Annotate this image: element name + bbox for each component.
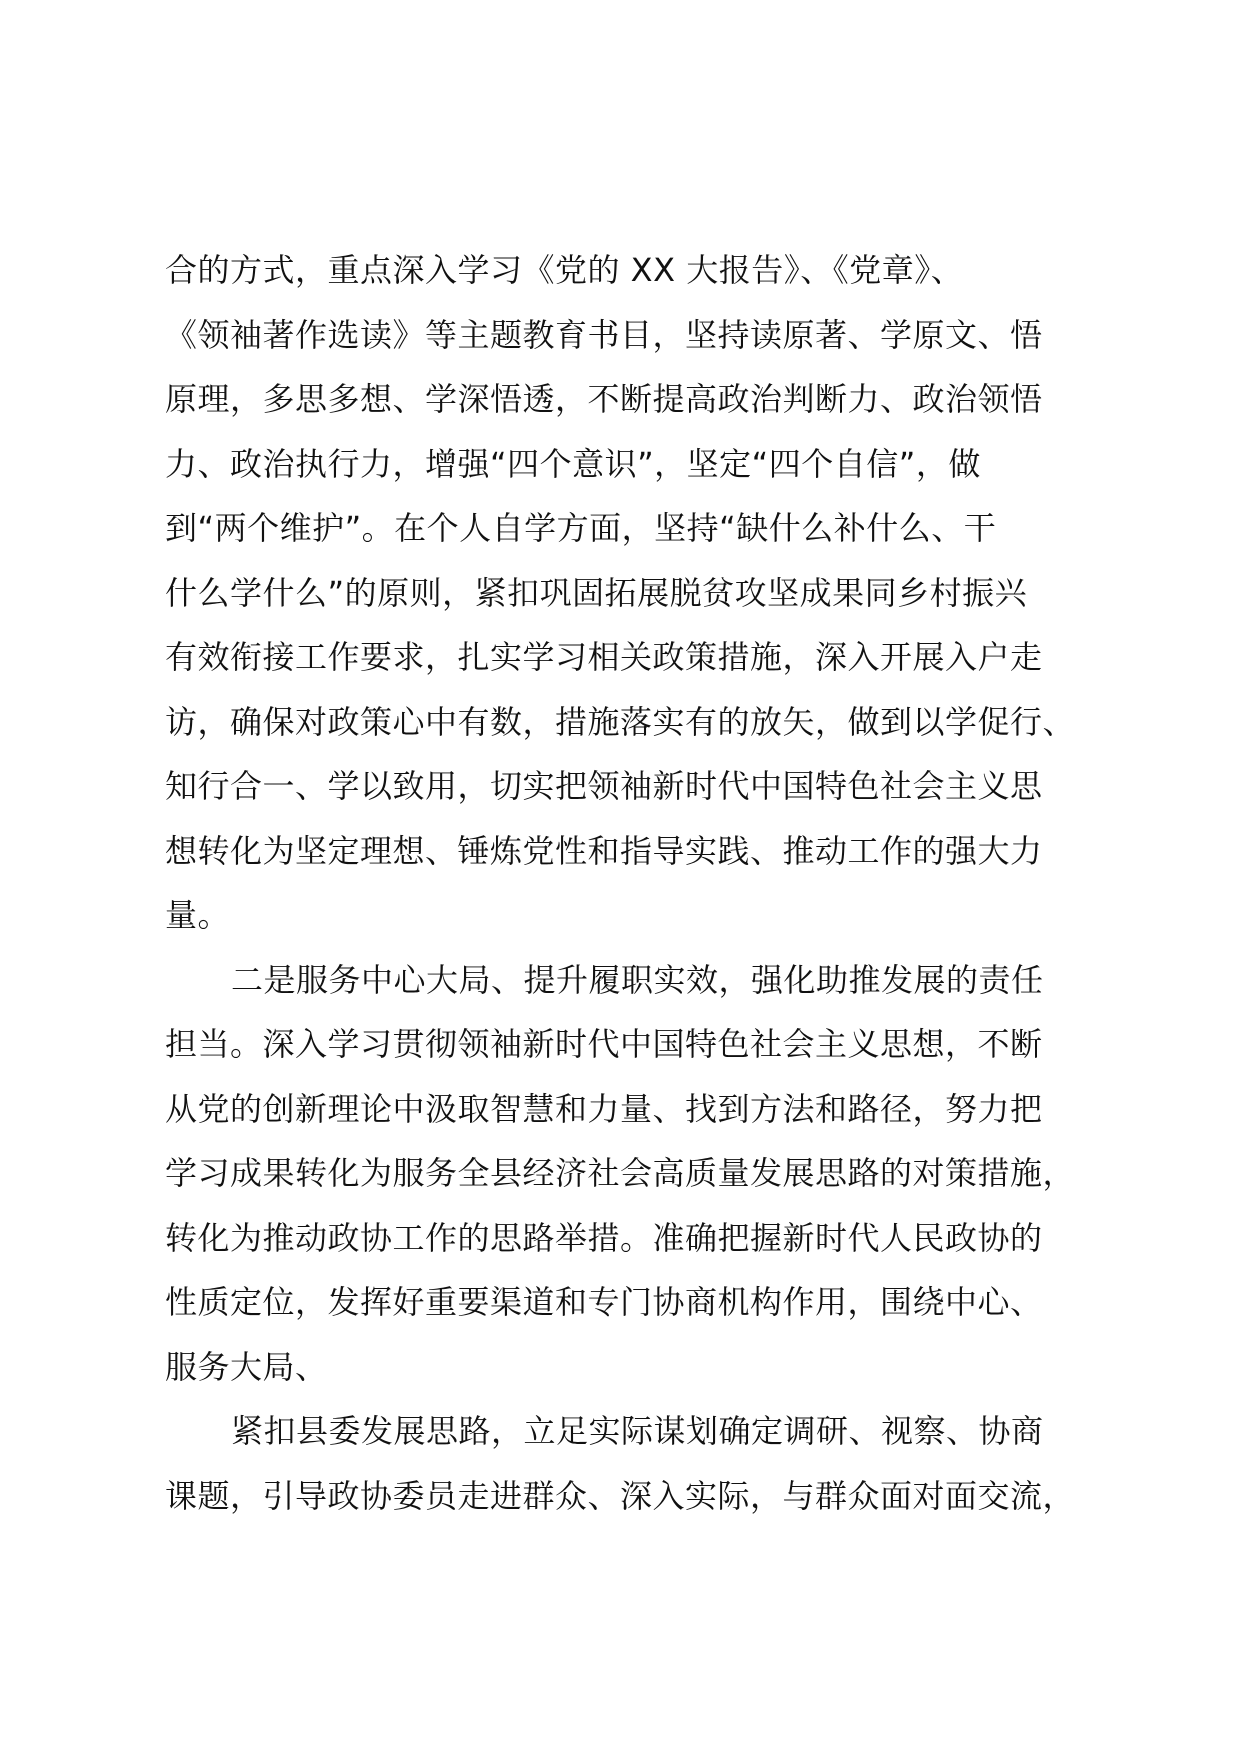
text-line: 课题，引导政协委员走进群众、深入实际，与群众面对面交流， bbox=[165, 1476, 1076, 1515]
text-line: 从党的创新理论中汲取智慧和力量、找到方法和路径，努力把 bbox=[165, 1089, 1043, 1128]
text-line: 《领袖著作选读》等主题教育书目，坚持读原著、学原文、悟 bbox=[165, 315, 1043, 354]
text-line: 原理，多思多想、学深悟透，不断提高政治判断力、政治领悟 bbox=[165, 380, 1043, 418]
paragraph-start-line: 紧扣县委发展思路，立足实际谋划确定调研、视察、协商 bbox=[231, 1412, 1044, 1450]
text-line: 知行合一、学以致用，切实把领袖新时代中国特色社会主义思 bbox=[165, 767, 1043, 805]
text-line: 担当。深入学习贯彻领袖新时代中国特色社会主义思想，不断 bbox=[165, 1025, 1043, 1063]
text-line: 力、政治执行力，增强“四个意识”，坚定“四个自信”，做 bbox=[165, 444, 981, 483]
document-body bbox=[165, 238, 1125, 1528]
text-line: 什么学什么”的原则，紧扣巩固拓展脱贫攻坚成果同乡村振兴 bbox=[165, 573, 1028, 612]
text-line: 学习成果转化为服务全县经济社会高质量发展思路的对策措施， bbox=[165, 1154, 1076, 1192]
text-line: 性质定位，发挥好重要渠道和专门协商机构作用，围绕中心、 bbox=[165, 1283, 1043, 1321]
text-line: 合的方式，重点深入学习《党的 XX 大报告》、《党章》、 bbox=[165, 251, 964, 289]
text-line: 访，确保对政策心中有数，措施落实有的放矢，做到以学促行、 bbox=[165, 702, 1076, 741]
text-line: 想转化为坚定理想、锤炼党性和指导实践、推动工作的强大力 bbox=[165, 831, 1043, 870]
text-line: 转化为推动政协工作的思路举措。准确把握新时代人民政协的 bbox=[165, 1218, 1043, 1257]
text-line: 有效衔接工作要求，扎实学习相关政策措施，深入开展入户走 bbox=[165, 638, 1043, 676]
text-line: 到“两个维护”。在个人自学方面，坚持“缺什么补什么、干 bbox=[165, 509, 997, 547]
text-line: 量。 bbox=[165, 896, 231, 934]
paragraph-start-line: 二是服务中心大局、提升履职实效，强化助推发展的责任 bbox=[231, 960, 1044, 999]
text-line: 服务大局、 bbox=[165, 1347, 328, 1386]
